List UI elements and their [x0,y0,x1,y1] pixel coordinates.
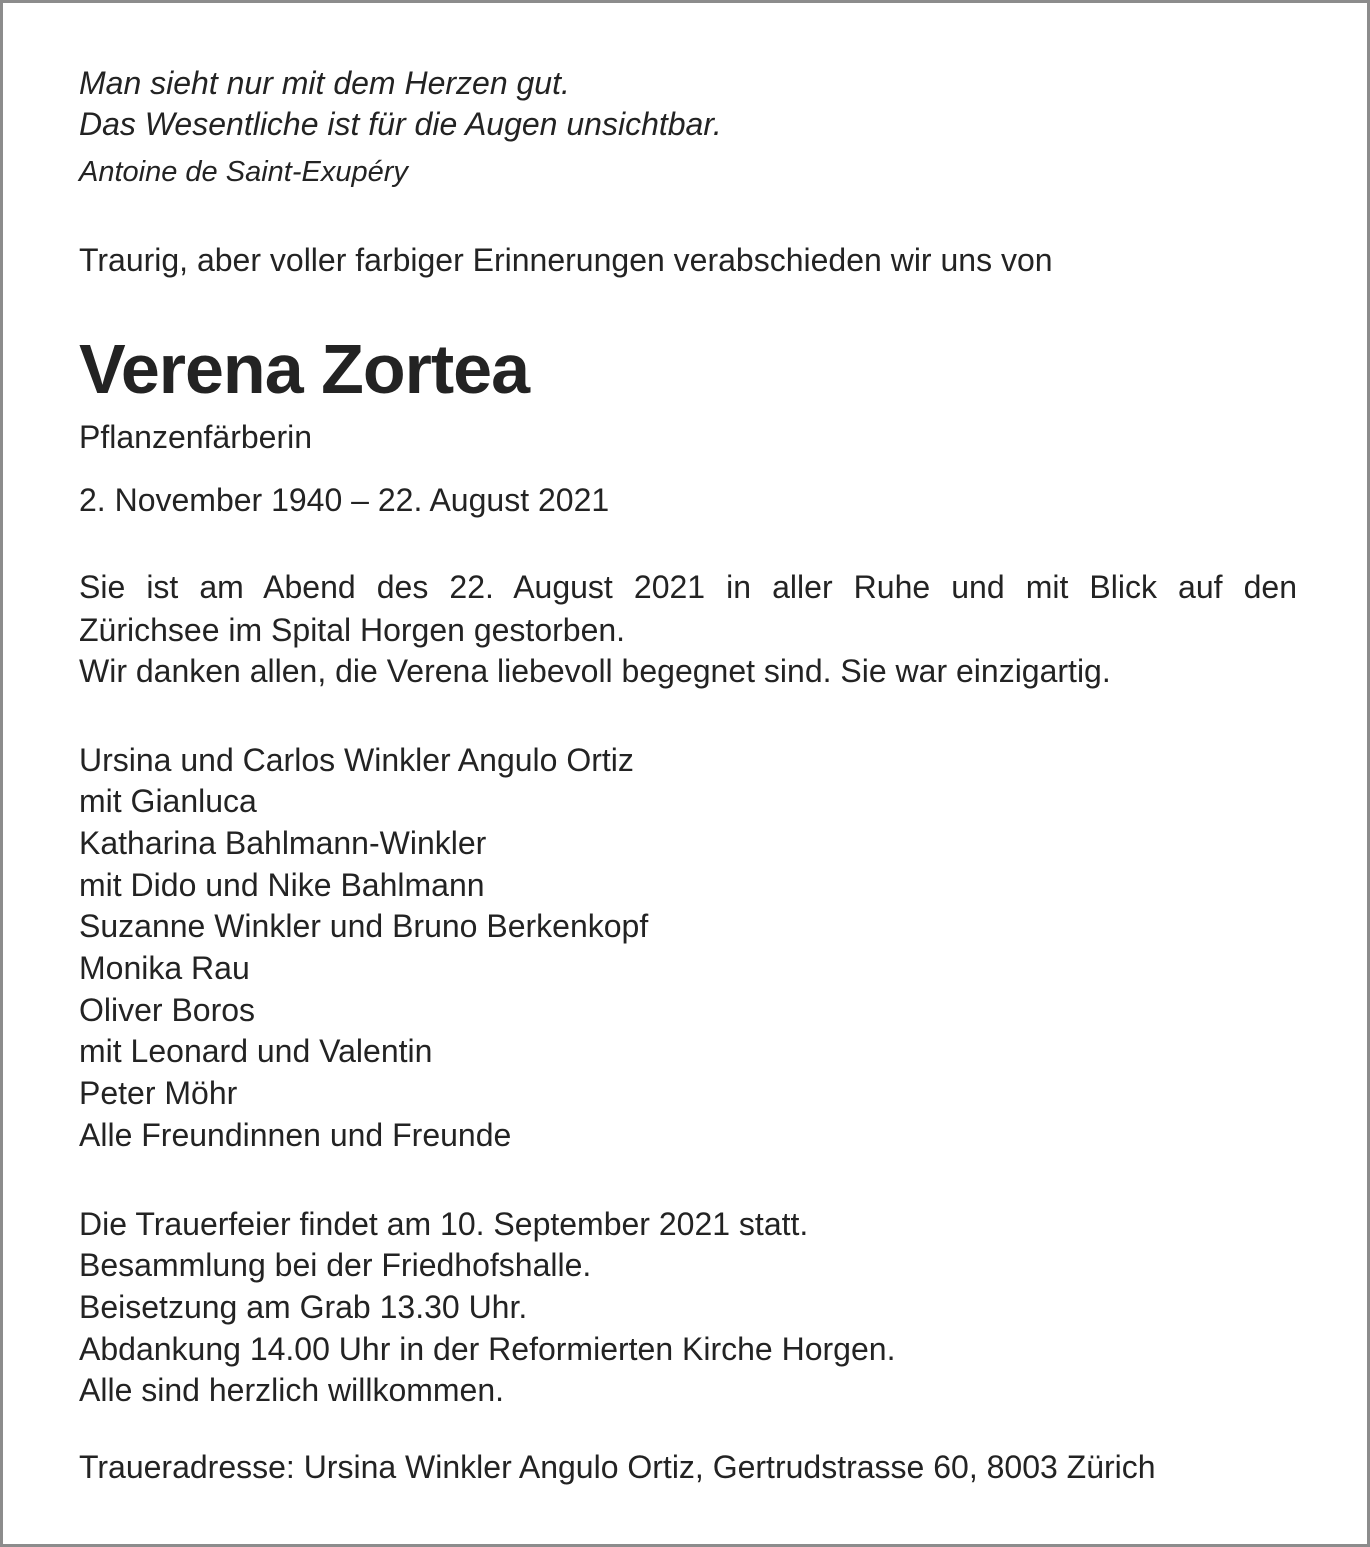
mourner-line: Monika Rau [79,950,250,986]
mourner-line: Oliver Boros [79,992,256,1028]
mourner-line: mit Leonard und Valentin [79,1033,433,1069]
quote-line-2: Das Wesentliche ist für die Augen unsichtbar. [79,106,722,142]
ceremony-line: Besammlung bei der Friedhofshalle. [79,1247,592,1283]
mourner-line: Alle Freundinnen und Freunde [79,1117,512,1153]
mourner-line: mit Gianluca [79,783,257,819]
mourner-line: Peter Möhr [79,1075,238,1111]
mourner-line: Suzanne Winkler und Bruno Berkenkopf [79,908,649,944]
life-dates: 2. November 1940 – 22. August 2021 [79,482,610,518]
mourner-line: Ursina und Carlos Winkler Angulo Ortiz [79,742,634,778]
message-line-3: Wir danken allen, die Verena liebevoll begegnet sind. Sie war einzigartig. [79,653,1111,689]
ceremony-line: Die Trauerfeier findet am 10. September 2021 statt. [79,1206,809,1242]
ceremony-line: Beisetzung am Grab 13.30 Uhr. [79,1289,528,1325]
intro-text: Traurig, aber voller farbiger Erinnerungen verabschieden wir uns von [79,242,1053,278]
mourner-line: Katharina Bahlmann-Winkler [79,825,487,861]
ceremony-line: Alle sind herzlich willkommen. [79,1372,505,1408]
message-line-1: Sie ist am Abend des 22. August 2021 in aller Ruhe und mit Blick auf den [79,569,1297,605]
deceased-name: Verena Zortea [79,330,529,408]
quote-author: Antoine de Saint-Exupéry [79,156,408,188]
mourner-line: mit Dido und Nike Bahlmann [79,867,485,903]
quote-line-1: Man sieht nur mit dem Herzen gut. [79,65,570,101]
deceased-profession: Pflanzenfärberin [79,419,313,455]
message-line-2: Zürichsee im Spital Horgen gestorben. [79,612,626,648]
ceremony-line: Abdankung 14.00 Uhr in der Reformierten Kirche Horgen. [79,1331,896,1367]
mourning-address: Traueradresse: Ursina Winkler Angulo Ortiz, Gertrudstrasse 60, 8003 Zürich [79,1449,1156,1485]
